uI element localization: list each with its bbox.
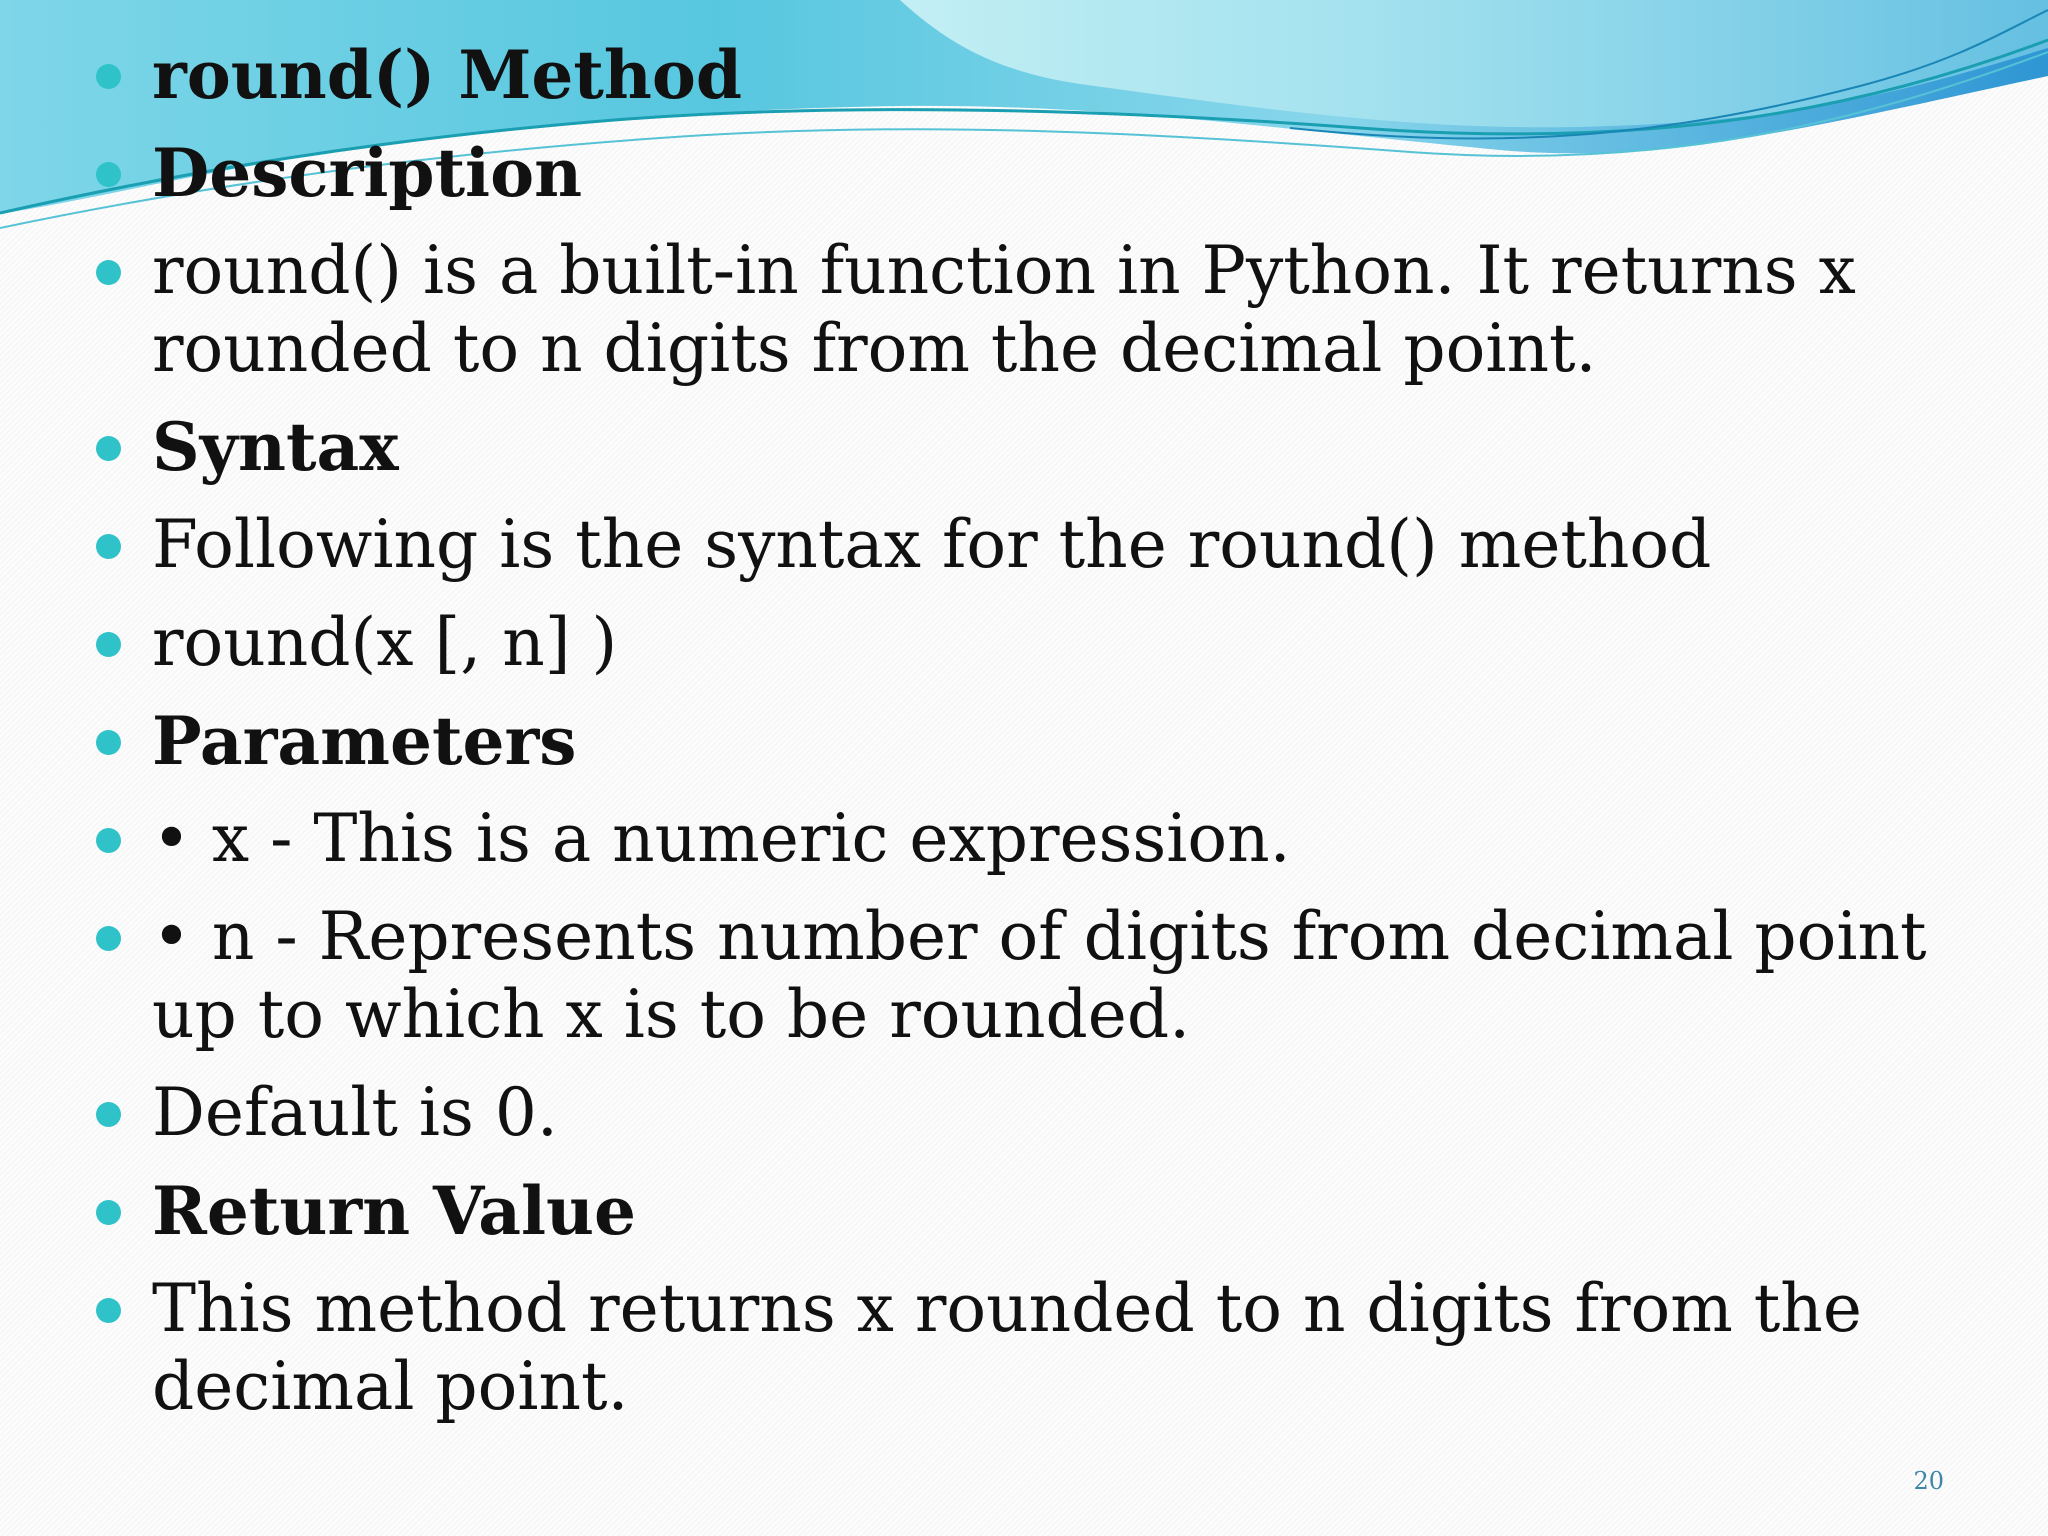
bullet-item-return-description	[96, 1270, 1996, 1426]
bullet-text: Return Value	[152, 1172, 637, 1250]
bullet-dot-icon	[96, 534, 121, 559]
bullet-item-description-text	[96, 232, 1996, 388]
bullet-dot-icon	[96, 436, 121, 461]
bullet-item-parameters	[96, 702, 1996, 780]
bullet-dot-icon	[96, 64, 121, 89]
bullet-text: round(x [, n] )	[152, 604, 618, 681]
bullet-item-parameter-n	[96, 898, 1996, 1054]
bullet-dot-icon	[96, 926, 121, 951]
bullet-text: • n - Represents number of digits from decimal point up to which x is to be rounded.	[152, 898, 1927, 1053]
page-number: 20	[1913, 1467, 1944, 1495]
bullet-item-round-method	[96, 36, 1996, 114]
bullet-text: round() Method	[152, 36, 743, 114]
bullet-text: Default is 0.	[152, 1074, 558, 1151]
bullet-item-syntax	[96, 408, 1996, 486]
bullet-text: Syntax	[152, 408, 399, 486]
bullet-dot-icon	[96, 1200, 121, 1225]
bullet-text: round() is a built-in function in Python. It returns x rounded to n digits from the decimal point.	[152, 232, 1856, 387]
slide-content	[96, 36, 1996, 1426]
bullet-dot-icon	[96, 828, 121, 853]
bullet-dot-icon	[96, 162, 121, 187]
bullet-item-parameter-x	[96, 800, 1996, 878]
bullet-text: Description	[152, 134, 583, 212]
bullet-text: This method returns x rounded to n digits from the decimal point.	[152, 1270, 1862, 1425]
bullet-dot-icon	[96, 632, 121, 657]
bullet-dot-icon	[96, 1298, 121, 1323]
bullet-item-default	[96, 1074, 1996, 1152]
bullet-item-syntax-code	[96, 604, 1996, 682]
bullet-dot-icon	[96, 1102, 121, 1127]
bullet-item-syntax-intro	[96, 506, 1996, 584]
bullet-item-return-value	[96, 1172, 1996, 1250]
bullet-text: Following is the syntax for the round() method	[152, 506, 1712, 583]
bullet-text: • x - This is a numeric expression.	[152, 800, 1291, 877]
bullet-text: Parameters	[152, 702, 577, 780]
bullet-item-description	[96, 134, 1996, 212]
bullet-dot-icon	[96, 730, 121, 755]
bullet-dot-icon	[96, 260, 121, 285]
